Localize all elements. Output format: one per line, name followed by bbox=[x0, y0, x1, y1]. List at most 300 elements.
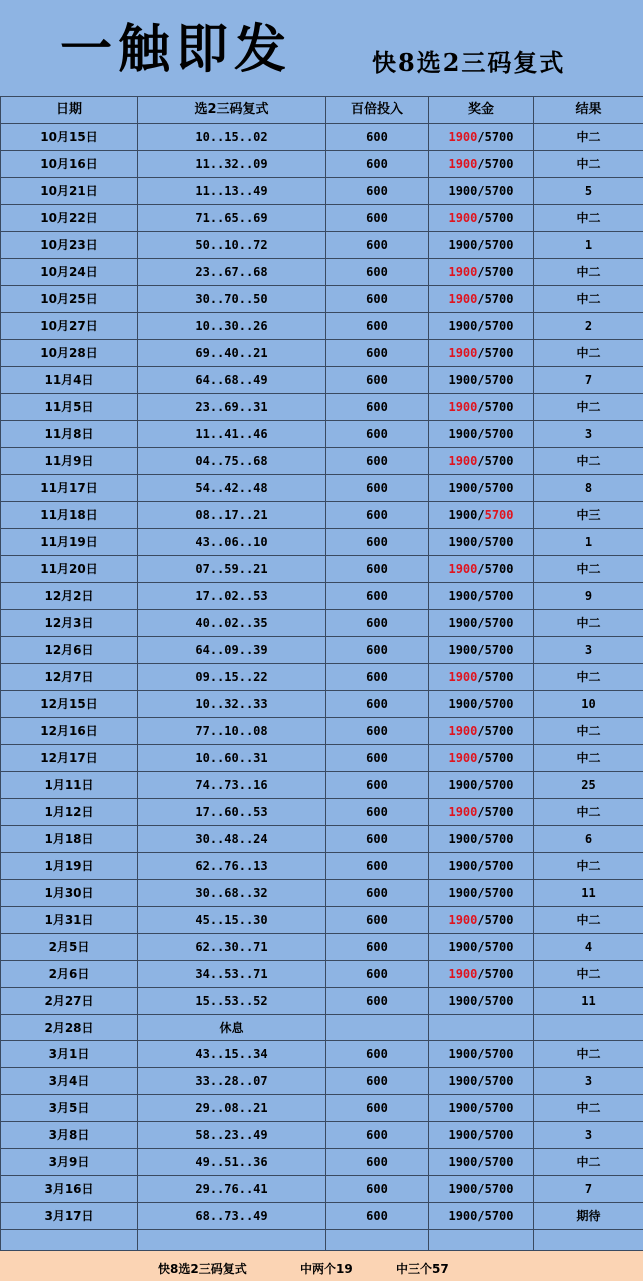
table-row bbox=[1, 664, 643, 691]
prize-two-hit: 1900 bbox=[448, 265, 477, 279]
cell-numbers: 40..02..35 bbox=[138, 610, 326, 637]
table-row bbox=[1, 907, 643, 934]
prize-separator: / bbox=[477, 211, 484, 225]
cell-stake: 600 bbox=[326, 1149, 429, 1176]
cell-result: 10 bbox=[534, 691, 643, 718]
cell-prize bbox=[429, 664, 534, 691]
prize-three-hit: 5700 bbox=[485, 130, 514, 144]
cell-result: 11 bbox=[534, 988, 643, 1015]
prize-separator: / bbox=[477, 913, 484, 927]
prize-separator: / bbox=[477, 346, 484, 360]
cell-numbers: 09..15..22 bbox=[138, 664, 326, 691]
cell-prize bbox=[429, 1041, 534, 1068]
prize-three-hit: 5700 bbox=[485, 670, 514, 684]
prize-separator: / bbox=[477, 1047, 484, 1061]
cell-stake: 600 bbox=[326, 853, 429, 880]
cell-result: 期待 bbox=[534, 1203, 643, 1230]
cell-prize bbox=[429, 583, 534, 610]
cell-stake: 600 bbox=[326, 799, 429, 826]
cell-stake: 600 bbox=[326, 880, 429, 907]
cell-stake: 600 bbox=[326, 664, 429, 691]
prize-two-hit: 1900 bbox=[448, 1128, 477, 1142]
cell-stake: 600 bbox=[326, 313, 429, 340]
prize-separator: / bbox=[477, 400, 484, 414]
prize-separator: / bbox=[477, 157, 484, 171]
cell-stake: 600 bbox=[326, 745, 429, 772]
prize-three-hit: 5700 bbox=[485, 616, 514, 630]
table-row bbox=[1, 367, 643, 394]
cell-stake: 600 bbox=[326, 448, 429, 475]
cell-result: 3 bbox=[534, 1068, 643, 1095]
cell-date: 1月19日 bbox=[1, 853, 138, 880]
cell-prize bbox=[429, 232, 534, 259]
cell-numbers: 17..02..53 bbox=[138, 583, 326, 610]
prize-three-hit: 5700 bbox=[485, 805, 514, 819]
cell-date: 10月16日 bbox=[1, 151, 138, 178]
table-header-row bbox=[1, 97, 643, 124]
column-header-result: 结果 bbox=[534, 97, 643, 124]
prize-separator: / bbox=[477, 1155, 484, 1169]
cell-stake: 600 bbox=[326, 529, 429, 556]
prize-three-hit: 5700 bbox=[485, 265, 514, 279]
cell-date: 1月11日 bbox=[1, 772, 138, 799]
cell-stake: 600 bbox=[326, 259, 429, 286]
cell-date: 12月3日 bbox=[1, 610, 138, 637]
cell-numbers: 50..10..72 bbox=[138, 232, 326, 259]
prize-two-hit: 1900 bbox=[448, 940, 477, 954]
prize-three-hit: 5700 bbox=[485, 211, 514, 225]
cell-result: 中二 bbox=[534, 907, 643, 934]
cell-result: 2 bbox=[534, 313, 643, 340]
cell-stake: 600 bbox=[326, 826, 429, 853]
footer-label: 快8选2三码复式 bbox=[158, 1260, 247, 1277]
prize-separator: / bbox=[477, 589, 484, 603]
cell-result: 中二 bbox=[534, 799, 643, 826]
cell-numbers: 17..60..53 bbox=[138, 799, 326, 826]
table-row bbox=[1, 124, 643, 151]
cell-numbers: 29..08..21 bbox=[138, 1095, 326, 1122]
prize-three-hit: 5700 bbox=[485, 589, 514, 603]
cell-prize bbox=[429, 1122, 534, 1149]
cell-stake: 600 bbox=[326, 637, 429, 664]
prize-two-hit: 1900 bbox=[448, 697, 477, 711]
cell-stake: 600 bbox=[326, 1122, 429, 1149]
cell-date: 11月9日 bbox=[1, 448, 138, 475]
prize-two-hit: 1900 bbox=[448, 616, 477, 630]
table-row bbox=[1, 1068, 643, 1095]
cell-result: 中二 bbox=[534, 718, 643, 745]
cell-numbers: 11..41..46 bbox=[138, 421, 326, 448]
cell-result: 1 bbox=[534, 232, 643, 259]
cell-stake: 600 bbox=[326, 286, 429, 313]
cell-stake: 600 bbox=[326, 961, 429, 988]
column-header-numbers: 选2三码复式 bbox=[138, 97, 326, 124]
cell-numbers: 04..75..68 bbox=[138, 448, 326, 475]
summary-footer bbox=[0, 1250, 643, 1281]
cell-numbers: 68..73..49 bbox=[138, 1203, 326, 1230]
prize-separator: / bbox=[477, 535, 484, 549]
table-row bbox=[1, 1149, 643, 1176]
cell-date: 11月4日 bbox=[1, 367, 138, 394]
cell-prize bbox=[429, 367, 534, 394]
table-row bbox=[1, 529, 643, 556]
cell-date: 1月30日 bbox=[1, 880, 138, 907]
table-row bbox=[1, 448, 643, 475]
prize-three-hit: 5700 bbox=[485, 454, 514, 468]
prize-three-hit: 5700 bbox=[485, 643, 514, 657]
prize-three-hit: 5700 bbox=[485, 1101, 514, 1115]
prize-separator: / bbox=[477, 508, 484, 522]
cell-numbers: 10..60..31 bbox=[138, 745, 326, 772]
cell-result: 中二 bbox=[534, 745, 643, 772]
cell-prize bbox=[429, 745, 534, 772]
cell-prize bbox=[429, 475, 534, 502]
cell-prize bbox=[429, 178, 534, 205]
prize-separator: / bbox=[477, 805, 484, 819]
prize-two-hit: 1900 bbox=[448, 832, 477, 846]
cell-date: 3月9日 bbox=[1, 1149, 138, 1176]
prize-three-hit: 5700 bbox=[485, 292, 514, 306]
prize-separator: / bbox=[477, 643, 484, 657]
table-row bbox=[1, 745, 643, 772]
cell-prize bbox=[429, 340, 534, 367]
cell-prize bbox=[429, 826, 534, 853]
table-row bbox=[1, 394, 643, 421]
main-title: 一触即发 bbox=[60, 20, 292, 80]
prize-two-hit: 1900 bbox=[448, 1074, 477, 1088]
prize-three-hit: 5700 bbox=[485, 1209, 514, 1223]
prize-three-hit: 5700 bbox=[485, 508, 514, 522]
prize-two-hit: 1900 bbox=[448, 778, 477, 792]
cell-result: 中二 bbox=[534, 610, 643, 637]
table-row bbox=[1, 718, 643, 745]
prize-three-hit: 5700 bbox=[485, 832, 514, 846]
cell-result: 中二 bbox=[534, 448, 643, 475]
prize-separator: / bbox=[477, 184, 484, 198]
cell-numbers: 58..23..49 bbox=[138, 1122, 326, 1149]
cell-date: 12月6日 bbox=[1, 637, 138, 664]
cell-prize bbox=[429, 124, 534, 151]
prize-three-hit: 5700 bbox=[485, 346, 514, 360]
cell-date: 10月25日 bbox=[1, 286, 138, 313]
cell-result: 中二 bbox=[534, 286, 643, 313]
cell-date: 3月8日 bbox=[1, 1122, 138, 1149]
cell-result: 中二 bbox=[534, 151, 643, 178]
cell-prize bbox=[429, 502, 534, 529]
prize-three-hit: 5700 bbox=[485, 319, 514, 333]
table-row bbox=[1, 556, 643, 583]
prize-separator: / bbox=[477, 670, 484, 684]
cell-result: 中二 bbox=[534, 961, 643, 988]
cell-numbers: 11..13..49 bbox=[138, 178, 326, 205]
table-row bbox=[1, 691, 643, 718]
cell-prize bbox=[429, 421, 534, 448]
cell-stake: 600 bbox=[326, 1176, 429, 1203]
cell-result: 7 bbox=[534, 367, 643, 394]
cell-numbers: 62..30..71 bbox=[138, 934, 326, 961]
cell-result: 3 bbox=[534, 1122, 643, 1149]
prize-separator: / bbox=[477, 265, 484, 279]
prize-separator: / bbox=[477, 1209, 484, 1223]
cell-date: 10月21日 bbox=[1, 178, 138, 205]
prize-two-hit: 1900 bbox=[448, 211, 477, 225]
cell-stake: 600 bbox=[326, 691, 429, 718]
cell-prize bbox=[429, 205, 534, 232]
cell-numbers: 08..17..21 bbox=[138, 502, 326, 529]
prize-three-hit: 5700 bbox=[485, 724, 514, 738]
prize-three-hit: 5700 bbox=[485, 157, 514, 171]
cell-result: 7 bbox=[534, 1176, 643, 1203]
cell-numbers: 10..32..33 bbox=[138, 691, 326, 718]
prize-separator: / bbox=[477, 427, 484, 441]
table-row bbox=[1, 1203, 643, 1230]
cell-prize bbox=[429, 853, 534, 880]
prize-two-hit: 1900 bbox=[448, 913, 477, 927]
cell-stake: 600 bbox=[326, 421, 429, 448]
cell-result: 11 bbox=[534, 880, 643, 907]
prize-two-hit: 1900 bbox=[448, 1209, 477, 1223]
sub-title: 快8选2三码复式 bbox=[372, 48, 565, 78]
prize-two-hit: 1900 bbox=[448, 994, 477, 1008]
cell-date: 12月16日 bbox=[1, 718, 138, 745]
prize-three-hit: 5700 bbox=[485, 886, 514, 900]
cell-date: 3月4日 bbox=[1, 1068, 138, 1095]
cell-numbers: 11..32..09 bbox=[138, 151, 326, 178]
table-row bbox=[1, 799, 643, 826]
cell-date: 2月28日 bbox=[1, 1015, 138, 1041]
cell-numbers: 33..28..07 bbox=[138, 1068, 326, 1095]
cell-prize bbox=[429, 1203, 534, 1230]
prize-three-hit: 5700 bbox=[485, 1182, 514, 1196]
cell-stake: 600 bbox=[326, 124, 429, 151]
prize-three-hit: 5700 bbox=[485, 859, 514, 873]
prize-three-hit: 5700 bbox=[485, 1047, 514, 1061]
prize-separator: / bbox=[477, 697, 484, 711]
prize-three-hit: 5700 bbox=[485, 373, 514, 387]
prize-two-hit: 1900 bbox=[448, 130, 477, 144]
cell-result: 25 bbox=[534, 772, 643, 799]
prize-two-hit: 1900 bbox=[448, 427, 477, 441]
cell-date: 12月7日 bbox=[1, 664, 138, 691]
table-row bbox=[1, 475, 643, 502]
table-row bbox=[1, 988, 643, 1015]
prize-separator: / bbox=[477, 967, 484, 981]
table-row bbox=[1, 1095, 643, 1122]
cell-stake: 600 bbox=[326, 907, 429, 934]
prize-three-hit: 5700 bbox=[485, 994, 514, 1008]
prize-separator: / bbox=[477, 859, 484, 873]
footer-hits-three: 中三个57 bbox=[396, 1260, 449, 1277]
cell-date: 10月28日 bbox=[1, 340, 138, 367]
cell-stake: 600 bbox=[326, 178, 429, 205]
cell-date: 3月16日 bbox=[1, 1176, 138, 1203]
prize-two-hit: 1900 bbox=[448, 643, 477, 657]
cell-prize bbox=[429, 151, 534, 178]
prize-two-hit: 1900 bbox=[448, 508, 477, 522]
cell-date: 11月18日 bbox=[1, 502, 138, 529]
cell-date: 11月20日 bbox=[1, 556, 138, 583]
prize-separator: / bbox=[477, 238, 484, 252]
cell-result: 8 bbox=[534, 475, 643, 502]
cell-stake: 600 bbox=[326, 502, 429, 529]
cell-prize bbox=[429, 718, 534, 745]
cell-result: 中二 bbox=[534, 340, 643, 367]
table-row bbox=[1, 610, 643, 637]
table-row bbox=[1, 178, 643, 205]
prize-two-hit: 1900 bbox=[448, 535, 477, 549]
prize-two-hit: 1900 bbox=[448, 967, 477, 981]
prize-three-hit: 5700 bbox=[485, 400, 514, 414]
prize-three-hit: 5700 bbox=[485, 751, 514, 765]
cell-prize bbox=[429, 880, 534, 907]
table-row bbox=[1, 1015, 643, 1041]
prize-separator: / bbox=[477, 724, 484, 738]
prize-separator: / bbox=[477, 1182, 484, 1196]
cell-result: 中二 bbox=[534, 664, 643, 691]
cell-stake: 600 bbox=[326, 340, 429, 367]
prize-two-hit: 1900 bbox=[448, 1155, 477, 1169]
cell-stake: 600 bbox=[326, 475, 429, 502]
cell-date: 1月12日 bbox=[1, 799, 138, 826]
cell-prize bbox=[429, 1149, 534, 1176]
cell-numbers: 10..30..26 bbox=[138, 313, 326, 340]
table-row bbox=[1, 340, 643, 367]
cell-date: 11月5日 bbox=[1, 394, 138, 421]
cell-numbers: 34..53..71 bbox=[138, 961, 326, 988]
cell-numbers: 45..15..30 bbox=[138, 907, 326, 934]
cell-date: 2月6日 bbox=[1, 961, 138, 988]
cell-date: 10月15日 bbox=[1, 124, 138, 151]
table-row bbox=[1, 637, 643, 664]
table-row bbox=[1, 502, 643, 529]
cell-date: 3月1日 bbox=[1, 1041, 138, 1068]
prize-two-hit: 1900 bbox=[448, 859, 477, 873]
prize-three-hit: 5700 bbox=[485, 184, 514, 198]
cell-prize bbox=[429, 448, 534, 475]
cell-numbers: 62..76..13 bbox=[138, 853, 326, 880]
prize-separator: / bbox=[477, 886, 484, 900]
cell-stake: 600 bbox=[326, 718, 429, 745]
cell-result: 6 bbox=[534, 826, 643, 853]
prize-two-hit: 1900 bbox=[448, 481, 477, 495]
table-row bbox=[1, 313, 643, 340]
cell-result: 中二 bbox=[534, 556, 643, 583]
cell-prize bbox=[429, 529, 534, 556]
prize-separator: / bbox=[477, 832, 484, 846]
prize-separator: / bbox=[477, 940, 484, 954]
prize-separator: / bbox=[477, 373, 484, 387]
prize-two-hit: 1900 bbox=[448, 346, 477, 360]
cell-prize bbox=[429, 907, 534, 934]
prize-separator: / bbox=[477, 1128, 484, 1142]
cell-prize bbox=[429, 1095, 534, 1122]
cell-result: 1 bbox=[534, 529, 643, 556]
cell-numbers: 71..65..69 bbox=[138, 205, 326, 232]
column-header-date: 日期 bbox=[1, 97, 138, 124]
table-row bbox=[1, 151, 643, 178]
cell-result: 中二 bbox=[534, 205, 643, 232]
prize-three-hit: 5700 bbox=[485, 697, 514, 711]
table-row bbox=[1, 880, 643, 907]
prize-two-hit: 1900 bbox=[448, 319, 477, 333]
prize-separator: / bbox=[477, 616, 484, 630]
prize-three-hit: 5700 bbox=[485, 238, 514, 252]
prize-three-hit: 5700 bbox=[485, 562, 514, 576]
cell-result: 中二 bbox=[534, 853, 643, 880]
cell-numbers: 54..42..48 bbox=[138, 475, 326, 502]
cell-result: 中二 bbox=[534, 1149, 643, 1176]
cell-prize bbox=[429, 1015, 534, 1041]
cell-prize bbox=[429, 799, 534, 826]
cell-stake: 600 bbox=[326, 934, 429, 961]
prize-two-hit: 1900 bbox=[448, 157, 477, 171]
cell-result: 4 bbox=[534, 934, 643, 961]
prize-separator: / bbox=[477, 994, 484, 1008]
cell-numbers: 64..68..49 bbox=[138, 367, 326, 394]
cell-stake: 600 bbox=[326, 367, 429, 394]
table-row bbox=[1, 1041, 643, 1068]
cell-prize bbox=[429, 394, 534, 421]
cell-date: 12月2日 bbox=[1, 583, 138, 610]
cell-result: 中二 bbox=[534, 259, 643, 286]
prize-three-hit: 5700 bbox=[485, 1128, 514, 1142]
cell-date: 11月17日 bbox=[1, 475, 138, 502]
cell-stake bbox=[326, 1015, 429, 1041]
prize-two-hit: 1900 bbox=[448, 1182, 477, 1196]
prize-two-hit: 1900 bbox=[448, 1101, 477, 1115]
cell-result: 3 bbox=[534, 421, 643, 448]
prize-separator: / bbox=[477, 1101, 484, 1115]
cell-date: 12月17日 bbox=[1, 745, 138, 772]
cell-prize bbox=[429, 988, 534, 1015]
prize-three-hit: 5700 bbox=[485, 967, 514, 981]
table-row bbox=[1, 205, 643, 232]
cell-date: 1月18日 bbox=[1, 826, 138, 853]
prize-three-hit: 5700 bbox=[485, 940, 514, 954]
cell-result: 5 bbox=[534, 178, 643, 205]
prize-two-hit: 1900 bbox=[448, 724, 477, 738]
prize-two-hit: 1900 bbox=[448, 805, 477, 819]
prize-two-hit: 1900 bbox=[448, 886, 477, 900]
cell-stake: 600 bbox=[326, 151, 429, 178]
prize-two-hit: 1900 bbox=[448, 238, 477, 252]
cell-stake: 600 bbox=[326, 610, 429, 637]
cell-stake: 600 bbox=[326, 1203, 429, 1230]
prize-two-hit: 1900 bbox=[448, 1047, 477, 1061]
cell-prize bbox=[429, 556, 534, 583]
table-row bbox=[1, 286, 643, 313]
prize-two-hit: 1900 bbox=[448, 751, 477, 765]
table-row bbox=[1, 1122, 643, 1149]
cell-numbers: 69..40..21 bbox=[138, 340, 326, 367]
table-row bbox=[1, 421, 643, 448]
prize-three-hit: 5700 bbox=[485, 427, 514, 441]
table-row bbox=[1, 772, 643, 799]
cell-result bbox=[534, 1015, 643, 1041]
cell-date: 10月27日 bbox=[1, 313, 138, 340]
cell-prize bbox=[429, 610, 534, 637]
prize-separator: / bbox=[477, 1074, 484, 1088]
cell-numbers: 10..15..02 bbox=[138, 124, 326, 151]
prize-two-hit: 1900 bbox=[448, 589, 477, 603]
prize-separator: / bbox=[477, 319, 484, 333]
cell-prize bbox=[429, 313, 534, 340]
cell-prize bbox=[429, 637, 534, 664]
cell-numbers: 30..48..24 bbox=[138, 826, 326, 853]
cell-numbers: 43..15..34 bbox=[138, 1041, 326, 1068]
cell-prize bbox=[429, 286, 534, 313]
cell-numbers: 23..69..31 bbox=[138, 394, 326, 421]
